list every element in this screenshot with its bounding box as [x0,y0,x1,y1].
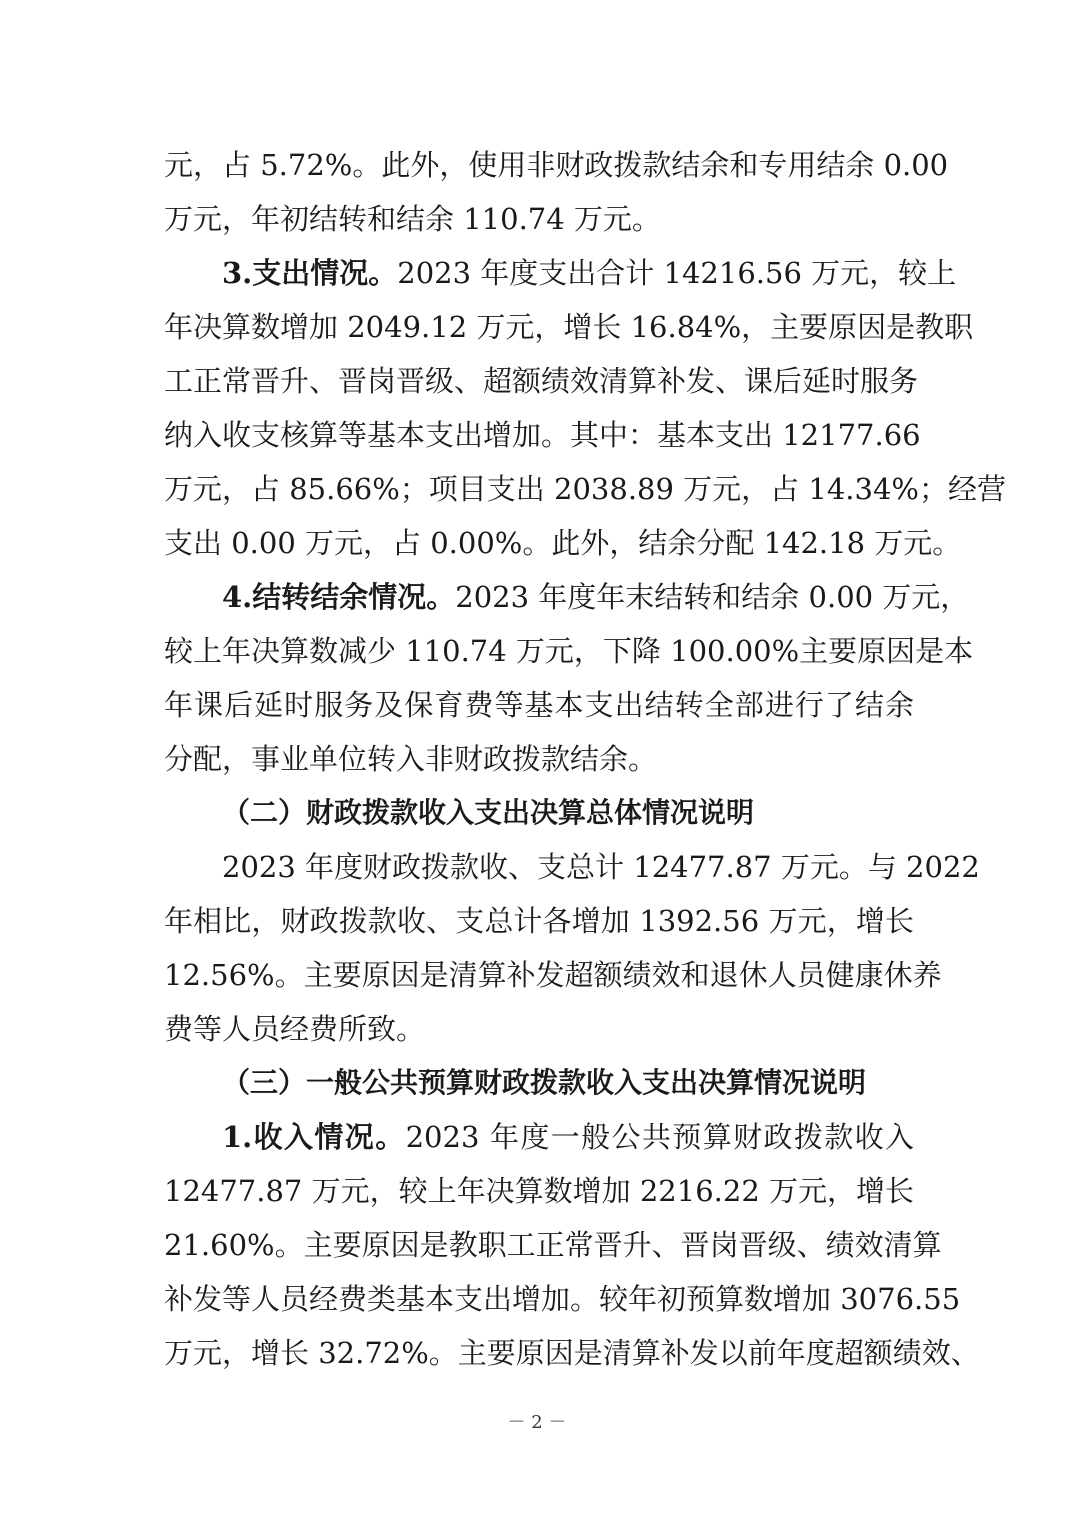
paragraph-carryover [164,570,970,624]
text-line: 年决算数增加 2049.12 万元，增长 16.84%，主要原因是教职 [164,310,974,344]
text-line: 12477.87 万元，较上年决算数增加 2216.22 万元，增长 [164,1174,914,1208]
paragraph-lead: 3.支出情况。 [222,256,398,290]
text-line: 2023 年度财政拨款收、支总计 12477.87 万元。与 2022 [222,850,980,884]
section-heading: （二）财政拨款收入支出决算总体情况说明 [222,796,755,829]
text-line: 补发等人员经费类基本支出增加。较年初预算数增加 3076.55 [164,1282,961,1316]
text-line: 21.60%。主要原因是教职工正常晋升、晋岗晋级、绩效清算 [164,1228,942,1262]
text-line: 较上年决算数减少 110.74 万元，下降 100.00%主要原因是本 [164,634,974,668]
text-line: 万元，年初结转和结余 110.74 万元。 [164,202,661,236]
text-fragment: 2023 年度支出合计 14216.56 万元，较上 [397,256,957,290]
text-line: 万元，增长 32.72%。主要原因是清算补发以前年度超额绩效、 [164,1336,980,1370]
paragraph-lead: 1.收入情况。 [222,1120,406,1154]
text-line: 分配，事业单位转入非财政拨款结余。 [164,742,658,776]
text-line: 元，占 5.72%。此外，使用非财政拨款结余和专用结余 0.00 [164,148,949,182]
text-line: 费等人员经费所致。 [164,1012,426,1046]
text-line: 万元，占 85.66%；项目支出 2038.89 万元，占 14.34%；经营 [164,472,1006,506]
text-line: 年相比，财政拨款收、支总计各增加 1392.56 万元，增长 [164,904,914,938]
document-body [164,138,1006,1380]
page-number: － 2 － [507,1412,567,1433]
text-line: 工正常晋升、晋岗晋级、超额绩效清算补发、课后延时服务 [164,364,919,398]
section-heading: （三）一般公共预算财政拨款收入支出决算情况说明 [222,1066,867,1099]
text-line: 年课后延时服务及保育费等基本支出结转全部进行了结余 [164,688,914,722]
paragraph-income [164,1110,914,1164]
paragraph-expenditure [164,246,957,300]
text-fragment: 2023 年度年末结转和结余 0.00 万元， [455,580,970,614]
paragraph-lead: 4.结转结余情况。 [222,580,456,614]
text-line: 12.56%。主要原因是清算补发超额绩效和退休人员健康休养 [164,958,942,992]
text-fragment: 2023 年度一般公共预算财政拨款收入 [405,1120,914,1154]
text-line: 纳入收支核算等基本支出增加。其中：基本支出 12177.66 [164,418,921,452]
text-line: 支出 0.00 万元，占 0.00%。此外，结余分配 142.18 万元。 [164,526,962,560]
